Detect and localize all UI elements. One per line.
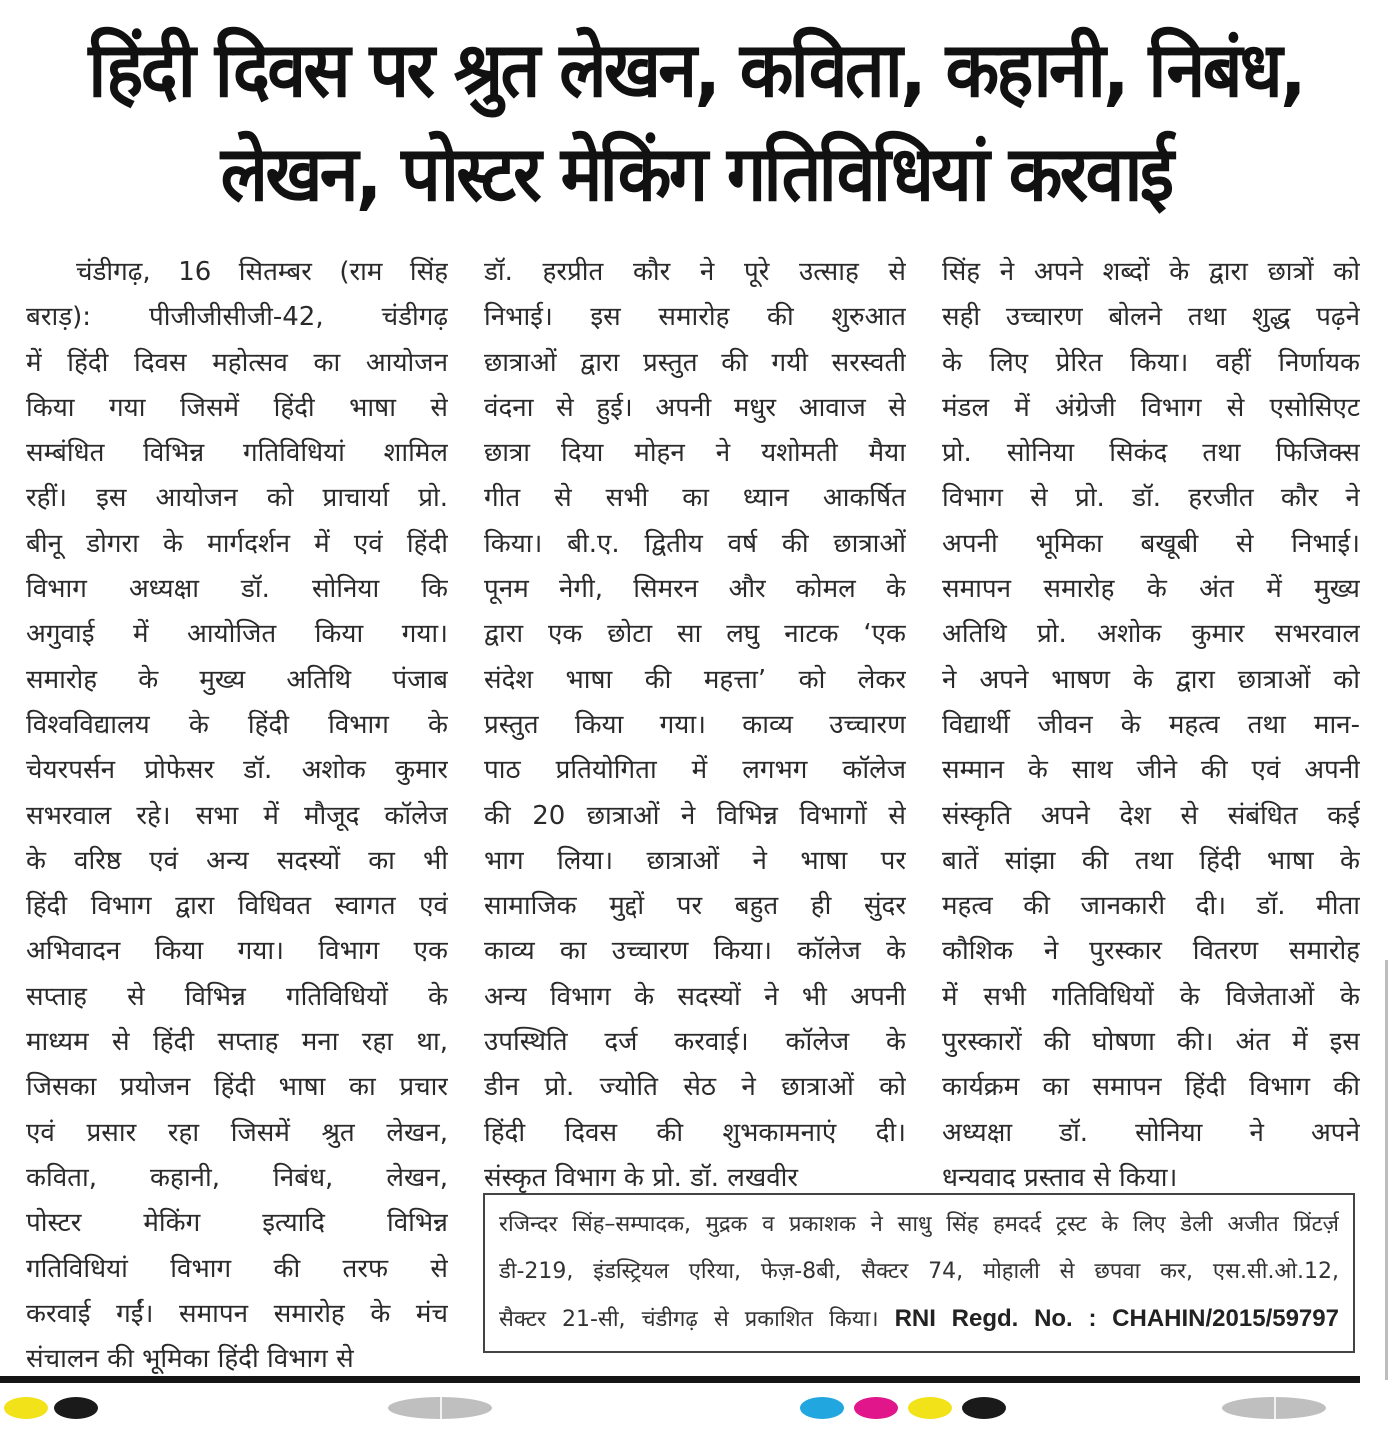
print-mark-black-left bbox=[54, 1397, 98, 1419]
article-line: सम्मान के साथ जीने की एवं अपनी bbox=[942, 755, 1360, 786]
article-line: चंडीगढ़, 16 सितम्बर (राम सिंह bbox=[76, 257, 448, 287]
headline bbox=[56, 18, 1337, 226]
article-line: अभिवादन किया गया। विभाग एक bbox=[26, 936, 448, 967]
article-line: कार्यक्रम का समापन हिंदी विभाग की bbox=[942, 1072, 1360, 1103]
article-line: सामाजिक मुद्दों पर बहुत ही सुंदर bbox=[484, 891, 906, 922]
article-column-2 bbox=[484, 250, 906, 1201]
article-line: बातें सांझा की तथा हिंदी भाषा के bbox=[942, 845, 1360, 876]
article-line: मंडल में अंग्रेजी विभाग से एसोसिएट bbox=[942, 392, 1360, 423]
article-line: बीनू डोगरा के मार्गदर्शन में एवं हिंदी bbox=[26, 528, 448, 559]
article-line: में सभी गतिविधियों के विजेताओं के bbox=[942, 981, 1360, 1012]
print-mark-yellow-left bbox=[4, 1397, 48, 1419]
headline-line-1: हिंदी दिवस पर श्रुत लेखन, कविता, कहानी, निबंध, bbox=[88, 25, 1304, 114]
article-line: संस्कृत विभाग के प्रो. डॉ. लखवीर bbox=[484, 1162, 799, 1193]
imprint-line-2: डी-219, इंडस्ट्रियल एरिया, फेज़-8बी, सैक्टर 74, मोहाली से छपवा कर, एस.सी.ओ.12, bbox=[499, 1259, 1339, 1284]
article-line: संचालन की भूमिका हिंदी विभाग से bbox=[26, 1344, 354, 1375]
article-line: के लिए प्रेरित किया। वहीं निर्णायक bbox=[942, 347, 1360, 378]
article-line: सही उच्चारण बोलने तथा शुद्ध पढ़ने bbox=[942, 302, 1360, 333]
article-line: भाग लिया। छात्राओं ने भाषा पर bbox=[484, 845, 906, 876]
article-line: गतिविधियां विभाग की तरफ से bbox=[26, 1253, 448, 1284]
rni-registration: RNI Regd. No. : CHAHIN/2015/59797 bbox=[894, 1305, 1339, 1332]
article-line: जिसका प्रयोजन हिंदी भाषा का प्रचार bbox=[26, 1072, 448, 1103]
article-line: उपस्थिति दर्ज करवाई। कॉलेज के bbox=[484, 1027, 906, 1058]
print-mark-magenta bbox=[854, 1397, 898, 1419]
article-line: संस्कृति अपने देश से संबंधित कई bbox=[942, 800, 1360, 831]
article-line: सिंह ने अपने शब्दों के द्वारा छात्रों को bbox=[942, 257, 1360, 287]
article-line: विश्वविद्यालय के हिंदी विभाग के bbox=[26, 709, 448, 740]
article-column-3 bbox=[942, 250, 1360, 1201]
print-mark-black bbox=[962, 1397, 1006, 1419]
article-line: छात्रा दिया मोहन ने यशोमती मैया bbox=[484, 438, 906, 469]
article-line: बराड़): पीजीजीसीजी-42, चंडीगढ़ bbox=[26, 302, 448, 333]
article-line: हिंदी दिवस की शुभकामनाएं दी। bbox=[484, 1117, 906, 1148]
article-line: प्रो. सोनिया सिकंद तथा फिजिक्स bbox=[942, 438, 1360, 469]
article-line: वंदना से हुई। अपनी मधुर आवाज से bbox=[484, 392, 906, 423]
article-line: विभाग से प्रो. डॉ. हरजीत कौर ने bbox=[942, 483, 1360, 514]
article-line: गीत से सभी का ध्यान आकर्षित bbox=[484, 483, 906, 514]
article-line: किया गया जिसमें हिंदी भाषा से bbox=[26, 392, 448, 423]
article-line: पुरस्कारों की घोषणा की। अंत में इस bbox=[942, 1027, 1360, 1058]
article-line: अतिथि प्रो. अशोक कुमार सभरवाल bbox=[942, 619, 1360, 650]
article-line: महत्व की जानकारी दी। डॉ. मीता bbox=[942, 891, 1360, 922]
article-line: में हिंदी दिवस महोत्सव का आयोजन bbox=[26, 347, 448, 378]
article-line: पूनम नेगी, सिमरन और कोमल के bbox=[484, 574, 906, 605]
article-line: विद्यार्थी जीवन के महत्व तथा मान- bbox=[942, 709, 1360, 740]
article-line: एवं प्रसार रहा जिसमें श्रुत लेखन, bbox=[26, 1117, 448, 1148]
article-line: ने अपने भाषण के द्वारा छात्राओं को bbox=[942, 664, 1360, 695]
print-mark-cyan bbox=[800, 1397, 844, 1419]
article-line: अध्यक्षा डॉ. सोनिया ने अपने bbox=[942, 1117, 1360, 1148]
article-line: अन्य विभाग के सदस्यों ने भी अपनी bbox=[484, 981, 906, 1012]
article-line: की 20 छात्राओं ने विभिन्न विभागों से bbox=[484, 800, 906, 831]
article-line: किया। बी.ए. द्वितीय वर्ष की छात्राओं bbox=[484, 528, 906, 559]
article-line: सम्बंधित विभिन्न गतिविधियां शामिल bbox=[26, 438, 448, 469]
article-line: विभाग अध्यक्षा डॉ. सोनिया कि bbox=[26, 574, 448, 605]
article-line: पोस्टर मेकिंग इत्यादि विभिन्न bbox=[26, 1208, 448, 1239]
article-line: चेयरपर्सन प्रोफेसर डॉ. अशोक कुमार bbox=[26, 755, 448, 786]
headline-line-2: लेखन, पोस्टर मेकिंग गतिविधियां करवाई bbox=[220, 129, 1172, 218]
article-line: काव्य का उच्चारण किया। कॉलेज के bbox=[484, 936, 906, 967]
article-line: डॉ. हरप्रीत कौर ने पूरे उत्साह से bbox=[484, 257, 906, 287]
print-mark-gray-right bbox=[1222, 1397, 1326, 1419]
imprint-box bbox=[483, 1193, 1355, 1353]
article-line: समापन समारोह के अंत में मुख्य bbox=[942, 574, 1360, 605]
article-column-1 bbox=[26, 250, 448, 1382]
article-line: सप्ताह से विभिन्न गतिविधियों के bbox=[26, 981, 448, 1012]
article-line: धन्यवाद प्रस्ताव से किया। bbox=[942, 1162, 1178, 1193]
article-line: के वरिष्ठ एवं अन्य सदस्यों का भी bbox=[26, 845, 448, 876]
article-line: अपनी भूमिका बखूबी से निभाई। bbox=[942, 528, 1360, 559]
article-line: अगुवाई में आयोजित किया गया। bbox=[26, 619, 448, 650]
page-edge-line bbox=[1385, 960, 1388, 1380]
article-line: सभरवाल रहे। सभा में मौजूद कॉलेज bbox=[26, 800, 448, 831]
bottom-rule bbox=[0, 1376, 1360, 1383]
article-line: निभाई। इस समारोह की शुरुआत bbox=[484, 302, 906, 333]
article-line: द्वारा एक छोटा सा लघु नाटक ‘एक bbox=[484, 619, 906, 650]
print-mark-gray-left bbox=[388, 1397, 492, 1419]
article-line: छात्राओं द्वारा प्रस्तुत की गयी सरस्वती bbox=[484, 347, 906, 378]
article-line: करवाई गईं। समापन समारोह के मंच bbox=[26, 1298, 448, 1329]
article-line: कौशिक ने पुरस्कार वितरण समारोह bbox=[942, 936, 1360, 967]
article-line: संदेश भाषा की महत्ता’ को लेकर bbox=[484, 664, 906, 695]
imprint-line-3 bbox=[499, 1295, 1339, 1342]
article-line: डीन प्रो. ज्योति सेठ ने छात्राओं को bbox=[484, 1072, 906, 1103]
imprint-line-1: रजिन्दर सिंह–सम्पादक, मुद्रक व प्रकाशक ने साधु सिंह हमदर्द ट्रस्ट के लिए डेली अजीत प्रिंटर्ज़ bbox=[499, 1212, 1339, 1237]
print-mark-yellow bbox=[908, 1397, 952, 1419]
article-line: हिंदी विभाग द्वारा विधिवत स्वागत एवं bbox=[26, 891, 448, 922]
article-line: रहीं। इस आयोजन को प्राचार्या प्रो. bbox=[26, 483, 448, 514]
article-line: माध्यम से हिंदी सप्ताह मना रहा था, bbox=[26, 1027, 448, 1058]
imprint-publish-text: सैक्टर 21-सी, चंडीगढ़ से प्रकाशित किया। bbox=[499, 1307, 879, 1332]
article-line: प्रस्तुत किया गया। काव्य उच्चारण bbox=[484, 709, 906, 740]
article-line: कविता, कहानी, निबंध, लेखन, bbox=[26, 1162, 448, 1193]
article-line: पाठ प्रतियोगिता में लगभग कॉलेज bbox=[484, 755, 906, 786]
article-line: समारोह के मुख्य अतिथि पंजाब bbox=[26, 664, 448, 695]
